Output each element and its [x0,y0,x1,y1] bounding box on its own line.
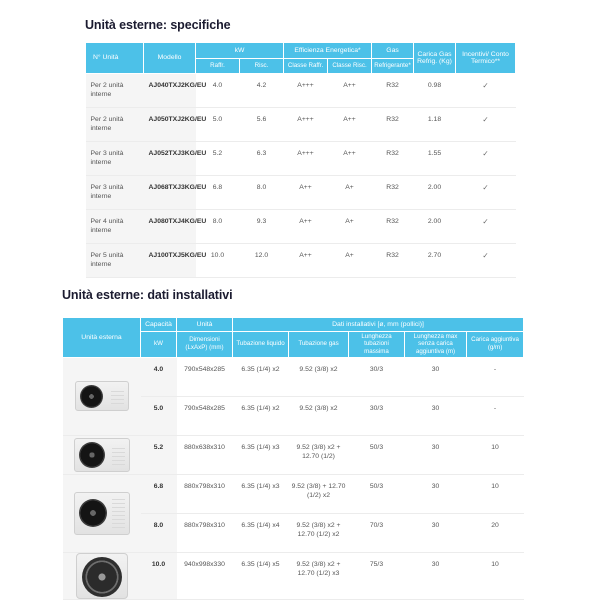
col-header-incentivi: Incentivi/ Conto Termico** [456,43,516,73]
outdoor-unit-image-cell [63,474,141,552]
additional-charge-cell: 10 [467,435,524,474]
refrigerant-cell: R32 [372,107,414,141]
liquid-pipe-cell: 6.35 (1/4) x3 [233,435,289,474]
length-without-charge-cell: 30 [405,474,467,513]
incentive-check-cell: ✓ [456,141,516,175]
model-cell: AJ080TXJ4KG/EU [144,209,196,243]
dimensions-cell: 940x998x330 [177,552,233,599]
energy-class-cooling-cell: A++ [284,175,328,209]
col-header-kw: kW [141,331,177,357]
incentive-check-cell: ✓ [456,175,516,209]
col-group-gas: Gas [372,43,414,58]
dimensions-cell: 880x638x310 [177,435,233,474]
dimensions-cell: 790x548x285 [177,357,233,396]
liquid-pipe-cell: 6.35 (1/4) x2 [233,396,289,435]
spec-table-row [86,175,516,209]
capacity-cell: 10.0 [141,552,177,599]
dimensions-cell: 790x548x285 [177,396,233,435]
model-cell: AJ052TXJ3KG/EU [144,141,196,175]
max-pipe-length-cell: 50/3 [349,474,405,513]
length-without-charge-cell: 30 [405,396,467,435]
outdoor-unit-image [74,438,130,472]
install-table-body [63,357,524,599]
unit-count-cell: Per 2 unità interne [86,107,144,141]
col-header-tubazione-liquido: Tubazione liquido [233,331,289,357]
spec-table-row [86,141,516,175]
spec-table-row [86,107,516,141]
unit-count-cell: Per 3 unità interne [86,141,144,175]
col-group-capacita: Capacità [141,318,177,331]
energy-class-heating-cell: A++ [328,73,372,107]
col-header-carica-aggiuntiva: Carica aggiuntiva (g/m) [467,331,524,357]
additional-charge-cell: 10 [467,552,524,599]
gas-charge-cell: 2.70 [414,243,456,277]
outdoor-unit-image-cell [63,552,141,599]
energy-class-cooling-cell: A+++ [284,107,328,141]
col-group-unita: Unità [177,318,233,331]
install-table-row [63,474,524,513]
unit-count-cell: Per 3 unità interne [86,175,144,209]
section-title-dati-installativi: Unità esterne: dati installativi [62,288,233,302]
additional-charge-cell: - [467,357,524,396]
spec-table [85,43,516,278]
refrigerant-cell: R32 [372,175,414,209]
model-cell: AJ040TXJ2KG/EU [144,73,196,107]
kw-cooling-cell: 10.0 [196,243,240,277]
col-header-n-unita: N° Unità [86,43,144,73]
additional-charge-cell: - [467,396,524,435]
capacity-cell: 4.0 [141,357,177,396]
kw-cooling-cell: 5.2 [196,141,240,175]
energy-class-heating-cell: A++ [328,141,372,175]
additional-charge-cell: 10 [467,474,524,513]
energy-class-heating-cell: A+ [328,209,372,243]
kw-heating-cell: 8.0 [240,175,284,209]
unit-count-cell: Per 5 unità interne [86,243,144,277]
spec-table-row [86,243,516,277]
max-pipe-length-cell: 30/3 [349,357,405,396]
gas-pipe-cell: 9.52 (3/8) x2 + 12.70 (1/2) x2 [289,513,349,552]
model-cell: AJ068TXJ3KG/EU [144,175,196,209]
gas-charge-cell: 2.00 [414,209,456,243]
col-group-efficienza-energetica: Efficienza Energetica* [284,43,372,58]
energy-class-cooling-cell: A++ [284,243,328,277]
gas-charge-cell: 1.18 [414,107,456,141]
section-title-specifiche: Unità esterne: specifiche [85,18,231,32]
energy-class-cooling-cell: A+++ [284,73,328,107]
unit-count-cell: Per 4 unità interne [86,209,144,243]
col-group-dati-installativi: Dati installativi [ø, mm (pollici)] [233,318,524,331]
kw-heating-cell: 5.6 [240,107,284,141]
kw-cooling-cell: 6.8 [196,175,240,209]
outdoor-unit-image-cell [63,435,141,474]
col-header-tubazione-gas: Tubazione gas [289,331,349,357]
col-header-modello: Modello [144,43,196,73]
install-table-row [63,552,524,599]
refrigerant-cell: R32 [372,73,414,107]
incentive-check-cell: ✓ [456,107,516,141]
col-header-lunghezza-senza-carica: Lunghezza max senza carica aggiuntiva (m) [405,331,467,357]
energy-class-heating-cell: A+ [328,175,372,209]
spec-table-row [86,209,516,243]
capacity-cell: 8.0 [141,513,177,552]
gas-charge-cell: 0.98 [414,73,456,107]
length-without-charge-cell: 30 [405,513,467,552]
additional-charge-cell: 20 [467,513,524,552]
kw-heating-cell: 9.3 [240,209,284,243]
install-table-row [63,357,524,396]
liquid-pipe-cell: 6.35 (1/4) x5 [233,552,289,599]
gas-pipe-cell: 9.52 (3/8) x2 + 12.70 (1/2) x3 [289,552,349,599]
kw-cooling-cell: 5.0 [196,107,240,141]
length-without-charge-cell: 30 [405,552,467,599]
capacity-cell: 5.0 [141,396,177,435]
capacity-cell: 6.8 [141,474,177,513]
length-without-charge-cell: 30 [405,435,467,474]
col-header-dimensioni: Dimensioni (LxAxP) (mm) [177,331,233,357]
gas-pipe-cell: 9.52 (3/8) x2 [289,357,349,396]
capacity-cell: 5.2 [141,435,177,474]
gas-pipe-cell: 9.52 (3/8) x2 + 12.70 (1/2) [289,435,349,474]
liquid-pipe-cell: 6.35 (1/4) x2 [233,357,289,396]
install-table-header [63,318,524,357]
section-dati-installativi [62,288,523,600]
gas-pipe-cell: 9.52 (3/8) + 12.70 (1/2) x2 [289,474,349,513]
model-cell: AJ050TXJ2KG/EU [144,107,196,141]
length-without-charge-cell: 30 [405,357,467,396]
col-group-kw: kW [196,43,284,58]
unit-count-cell: Per 2 unità interne [86,73,144,107]
gas-pipe-cell: 9.52 (3/8) x2 [289,396,349,435]
install-table-row [63,435,524,474]
gas-charge-cell: 1.55 [414,141,456,175]
outdoor-unit-image [74,492,130,535]
refrigerant-cell: R32 [372,141,414,175]
energy-class-heating-cell: A++ [328,107,372,141]
model-cell: AJ100TXJ5KG/EU [144,243,196,277]
spec-table-row [86,73,516,107]
max-pipe-length-cell: 75/3 [349,552,405,599]
gas-charge-cell: 2.00 [414,175,456,209]
max-pipe-length-cell: 70/3 [349,513,405,552]
col-header-unita-esterna: Unità esterna [63,318,141,357]
outdoor-unit-image [76,553,128,599]
spec-table-body [86,73,516,277]
refrigerant-cell: R32 [372,243,414,277]
col-header-risc: Risc. [240,58,284,73]
incentive-check-cell: ✓ [456,209,516,243]
liquid-pipe-cell: 6.35 (1/4) x4 [233,513,289,552]
outdoor-unit-image-cell [63,357,141,435]
dimensions-cell: 880x798x310 [177,513,233,552]
col-header-refrigerante: Refrigerante* [372,58,414,73]
dimensions-cell: 880x798x310 [177,474,233,513]
spec-table-header [86,43,516,73]
kw-heating-cell: 4.2 [240,73,284,107]
section-specifiche [85,18,515,278]
energy-class-cooling-cell: A+++ [284,141,328,175]
kw-cooling-cell: 8.0 [196,209,240,243]
incentive-check-cell: ✓ [456,73,516,107]
col-header-classe-raffr: Classe Raffr. [284,58,328,73]
liquid-pipe-cell: 6.35 (1/4) x3 [233,474,289,513]
col-header-raffr: Raffr. [196,58,240,73]
col-header-lunghezza-massima: Lunghezza tubazioni massima [349,331,405,357]
install-table [62,318,524,600]
kw-cooling-cell: 4.0 [196,73,240,107]
col-header-classe-risc: Classe Risc. [328,58,372,73]
outdoor-unit-image [75,381,129,411]
max-pipe-length-cell: 30/3 [349,396,405,435]
kw-heating-cell: 6.3 [240,141,284,175]
energy-class-cooling-cell: A++ [284,209,328,243]
energy-class-heating-cell: A+ [328,243,372,277]
refrigerant-cell: R32 [372,209,414,243]
incentive-check-cell: ✓ [456,243,516,277]
kw-heating-cell: 12.0 [240,243,284,277]
col-header-carica-gas: Carica Gas Refrig. (Kg) [414,43,456,73]
max-pipe-length-cell: 50/3 [349,435,405,474]
